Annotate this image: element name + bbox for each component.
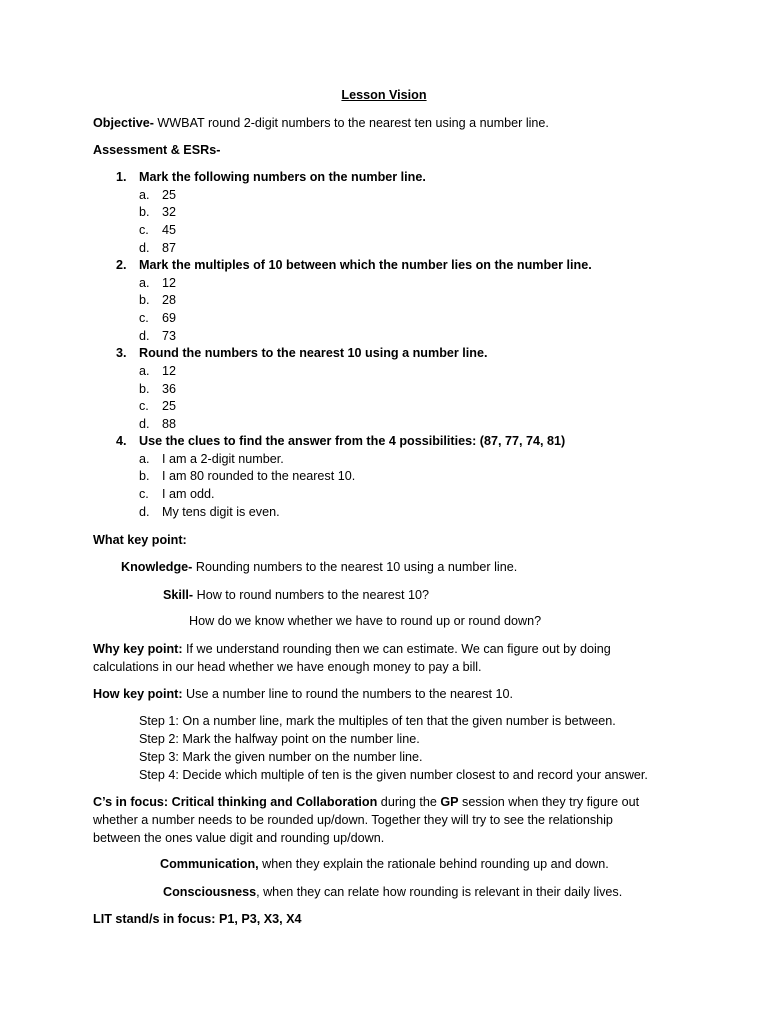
question-text: Use the clues to find the answer from the 4 possibilities: (87, 77, 74, 81) bbox=[139, 434, 566, 448]
step-4: Step 4: Decide which multiple of ten is the given number closest to and record your answer. bbox=[139, 768, 648, 782]
cs-label: C’s in focus: Critical thinking and Collaboration bbox=[93, 795, 378, 809]
objective-text: WWBAT round 2-digit numbers to the nearest ten using a number line. bbox=[153, 116, 549, 130]
item-letter: b. bbox=[139, 382, 150, 396]
item-text: I am a 2-digit number. bbox=[162, 452, 284, 466]
question-text: Round the numbers to the nearest 10 using a number line. bbox=[139, 346, 488, 360]
item-letter: a. bbox=[139, 364, 150, 378]
item-letter: d. bbox=[139, 417, 150, 431]
item-text: I am odd. bbox=[162, 487, 215, 501]
item-text: 32 bbox=[162, 205, 177, 219]
cs-gp: GP bbox=[440, 795, 459, 809]
item-letter: a. bbox=[139, 452, 150, 466]
item-text: 73 bbox=[162, 329, 177, 343]
item-letter: d. bbox=[139, 241, 150, 255]
question-text: Mark the following numbers on the number line. bbox=[139, 170, 426, 184]
communication-line bbox=[160, 856, 609, 873]
what-key-point-heading: What key point: bbox=[93, 533, 187, 547]
cs-in-focus-line-3: between the ones value digit and rounding up/down. bbox=[93, 831, 385, 845]
item-letter: b. bbox=[139, 293, 150, 307]
step-1: Step 1: On a number line, mark the multiples of ten that the given number is between. bbox=[139, 714, 616, 728]
knowledge-label: Knowledge- bbox=[121, 560, 193, 574]
step-3: Step 3: Mark the given number on the number line. bbox=[139, 750, 423, 764]
question-number: 2. bbox=[116, 258, 127, 272]
cs-rest: session when they try figure out bbox=[458, 795, 640, 809]
question-number: 3. bbox=[116, 346, 127, 360]
communication-text: when they explain the rationale behind rounding up and down. bbox=[258, 857, 609, 871]
question-text: Mark the multiples of 10 between which the number lies on the number line. bbox=[139, 258, 592, 272]
item-letter: c. bbox=[139, 223, 149, 237]
item-text: 69 bbox=[162, 311, 177, 325]
assessment-heading: Assessment & ESRs- bbox=[93, 143, 221, 157]
why-label: Why key point: bbox=[93, 642, 183, 656]
consciousness-text: , when they can relate how rounding is relevant in their daily lives. bbox=[256, 885, 623, 899]
item-text: 12 bbox=[162, 364, 177, 378]
skill-line bbox=[163, 587, 429, 604]
why-key-point-line bbox=[93, 641, 611, 658]
item-letter: b. bbox=[139, 205, 150, 219]
item-letter: d. bbox=[139, 329, 150, 343]
item-letter: a. bbox=[139, 188, 150, 202]
skill-text: How to round numbers to the nearest 10? bbox=[193, 588, 430, 602]
cs-in-focus-line-2: whether a number needs to be rounded up/down. Together they will try to see the relationship bbox=[93, 813, 613, 827]
how-key-point-line bbox=[93, 686, 513, 703]
item-letter: a. bbox=[139, 276, 150, 290]
cs-mid: during the bbox=[377, 795, 441, 809]
question-number: 4. bbox=[116, 434, 127, 448]
item-letter: c. bbox=[139, 399, 149, 413]
item-text: 88 bbox=[162, 417, 177, 431]
communication-label: Communication, bbox=[160, 857, 259, 871]
cs-in-focus-line bbox=[93, 794, 639, 811]
skill-label: Skill- bbox=[163, 588, 194, 602]
item-text: 87 bbox=[162, 241, 177, 255]
item-text: 12 bbox=[162, 276, 177, 290]
objective-line bbox=[93, 115, 549, 132]
knowledge-text: Rounding numbers to the nearest 10 using a number line. bbox=[192, 560, 518, 574]
item-text: 36 bbox=[162, 382, 177, 396]
item-letter: b. bbox=[139, 469, 150, 483]
consciousness-label: Consciousness bbox=[163, 885, 257, 899]
knowledge-line bbox=[121, 559, 517, 576]
how-text: Use a number line to round the numbers to the nearest 10. bbox=[182, 687, 513, 701]
why-key-point-line-2: calculations in our head whether we have enough money to pay a bill. bbox=[93, 660, 482, 674]
item-text: I am 80 rounded to the nearest 10. bbox=[162, 469, 356, 483]
item-letter: c. bbox=[139, 311, 149, 325]
objective-label: Objective- bbox=[93, 116, 154, 130]
why-text: If we understand rounding then we can estimate. We can figure out by doing bbox=[182, 642, 611, 656]
item-text: 45 bbox=[162, 223, 177, 237]
page-title: Lesson Vision bbox=[341, 88, 427, 102]
lit-stands-line: LIT stand/s in focus: P1, P3, X3, X4 bbox=[93, 912, 302, 926]
question-number: 1. bbox=[116, 170, 127, 184]
item-text: 28 bbox=[162, 293, 177, 307]
how-label: How key point: bbox=[93, 687, 183, 701]
consciousness-line bbox=[163, 884, 622, 901]
item-text: My tens digit is even. bbox=[162, 505, 280, 519]
item-letter: c. bbox=[139, 487, 149, 501]
item-letter: d. bbox=[139, 505, 150, 519]
skill-question: How do we know whether we have to round up or round down? bbox=[189, 614, 542, 628]
item-text: 25 bbox=[162, 399, 177, 413]
step-2: Step 2: Mark the halfway point on the number line. bbox=[139, 732, 420, 746]
item-text: 25 bbox=[162, 188, 177, 202]
